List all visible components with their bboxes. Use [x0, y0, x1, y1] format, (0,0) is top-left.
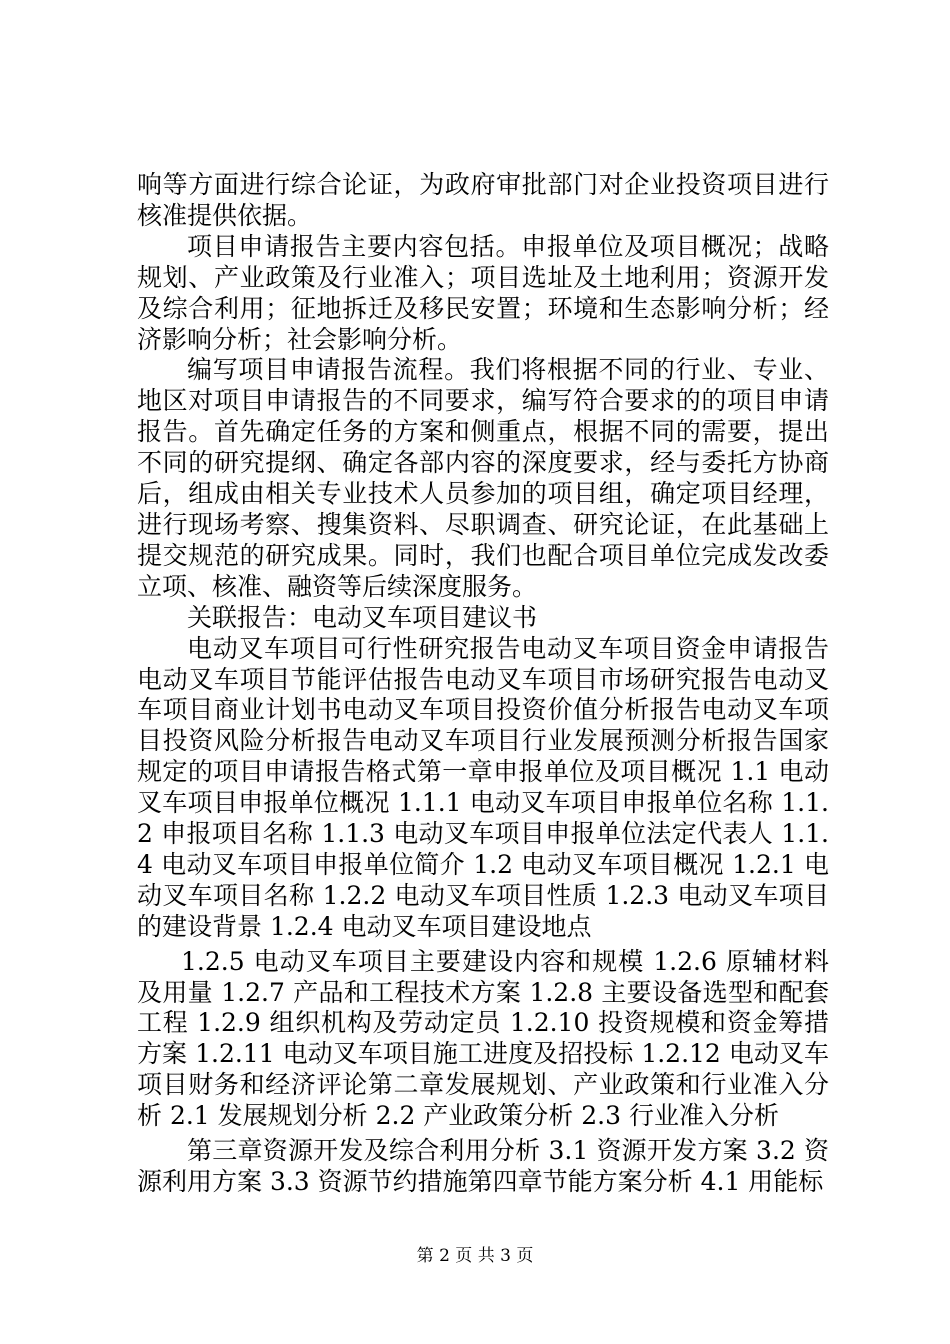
paragraph-chapter-one-two: 1.2.5 电动叉车项目主要建设内容和规模 1.2.6 原辅材料及用量 1.2.7 产品和工程技术方案 1.2.8 主要设备选型和配套工程 1.2.9 组织机构及劳动定员 1.2.10 投资规模和资金筹措方案 1.2.11 电动叉车项目施工进度及招投标 1.2.12 电动叉车项目财务和经济评论第二章发展规划、产业政策和行业准入分析 2.1 发展规划分析 2.2 产业政策分析 2.3 行业准入分析	[137, 946, 829, 1131]
paragraph-continuation: 响等方面进行综合论证，为政府审批部门对企业投资项目进行核准提供依据。	[137, 170, 829, 230]
paragraph-chapter-three-four: 第三章资源开发及综合利用分析 3.1 资源开发方案 3.2 资源利用方案 3.3 资源节约措施第四章节能方案分析 4.1 用能标	[137, 1136, 829, 1196]
paragraph-related-reports-list: 电动叉车项目可行性研究报告电动叉车项目资金申请报告电动叉车项目节能评估报告电动叉车项目市场研究报告电动叉车项目商业计划书电动叉车项目投资价值分析报告电动叉车项目投资风险分析报告电动叉车项目行业发展预测分析报告国家规定的项目申请报告格式第一章申报单位及项目概况 1.1 电动叉车项目申报单位概况 1.1.1 电动叉车项目申报单位名称 1.1.2 申报项目名称 1.1.3 电动叉车项目申报单位法定代表人 1.1.4 电动叉车项目申报单位简介 1.2 电动叉车项目概况 1.2.1 电动叉车项目名称 1.2.2 电动叉车项目性质 1.2.3 电动叉车项目的建设背景 1.2.4 电动叉车项目建设地点	[137, 633, 829, 941]
paragraph-related-reports-heading: 关联报告：电动叉车项目建议书	[187, 602, 538, 632]
page-number-footer: 第 2 页 共 3 页	[416, 1246, 534, 1266]
paragraph-report-contents: 项目申请报告主要内容包括。申报单位及项目概况；战略规划、产业政策及行业准入；项目选址及土地利用；资源开发及综合利用；征地拆迁及移民安置；环境和生态影响分析；经济影响分析；社会影响分析。	[137, 231, 829, 354]
paragraph-writing-process: 编写项目申请报告流程。我们将根据不同的行业、专业、地区对项目申请报告的不同要求，编写符合要求的的项目申请报告。首先确定任务的方案和侧重点，根据不同的需要，提出不同的研究提纲、确定各部内容的深度要求，经与委托方协商后，组成由相关专业技术人员参加的项目组，确定项目经理，进行现场考察、搜集资料、尽职调查、研究论证，在此基础上提交规范的研究成果。同时，我们也配合项目单位完成发改委立项、核准、融资等后续深度服务。	[137, 355, 829, 601]
document-body	[137, 170, 829, 1198]
